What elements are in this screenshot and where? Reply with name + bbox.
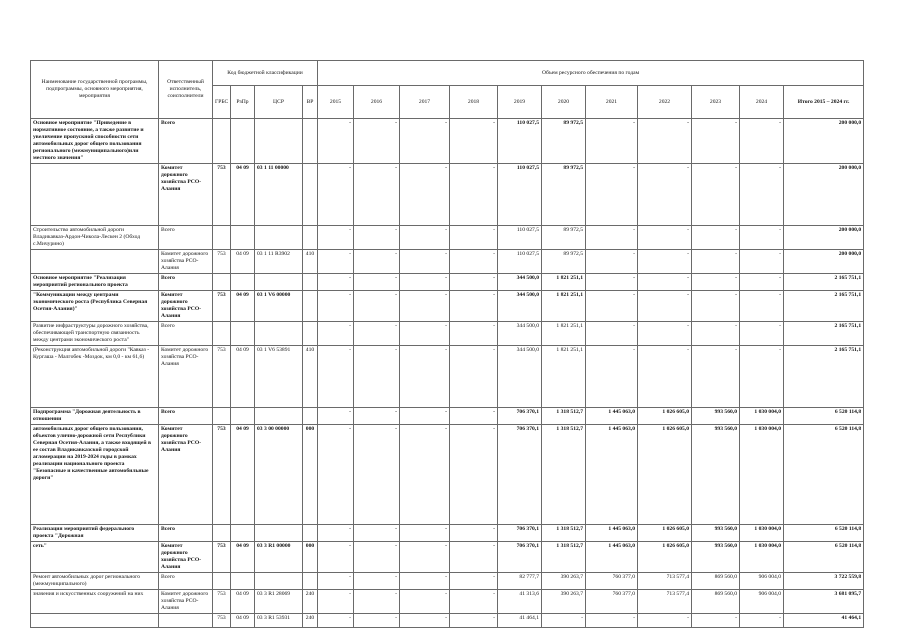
cell-year-value: - — [740, 614, 784, 628]
table-row — [31, 425, 864, 525]
cell-csr — [255, 525, 303, 542]
cell-year-value: 89 972,5 — [542, 119, 586, 164]
cell-responsible: Комитет дорожного хозяйства РСО-Алания — [159, 425, 213, 525]
cell-year-value: - — [638, 226, 692, 250]
cell-total: 2 165 751,1 — [784, 274, 864, 291]
table-row — [31, 291, 864, 322]
cell-year-value: - — [450, 346, 498, 408]
cell-responsible: Комитет дорожного хозяйства РСО-Алания — [159, 346, 213, 408]
cell-year-value: - — [692, 119, 740, 164]
cell-year-value: 1 318 512,7 — [542, 525, 586, 542]
cell-year-value: - — [400, 164, 450, 226]
cell-year-value: - — [450, 274, 498, 291]
cell-vr: 240 — [303, 614, 318, 628]
cell-year-value: - — [638, 274, 692, 291]
cell-year-value: - — [400, 250, 450, 274]
cell-grbs — [213, 119, 231, 164]
cell-year-value: 993 560,0 — [692, 525, 740, 542]
table-row — [31, 250, 864, 274]
col-vr-header: ВР — [303, 86, 318, 119]
cell-year-value: 344 500,0 — [498, 322, 542, 346]
cell-vr — [303, 322, 318, 346]
cell-year-value: - — [400, 542, 450, 573]
year-header: 2018 — [450, 86, 498, 119]
cell-rzpr — [231, 322, 255, 346]
cell-vr: 410 — [303, 346, 318, 408]
table-row — [31, 119, 864, 164]
cell-year-value: 110 027,5 — [498, 226, 542, 250]
cell-year-value: - — [740, 322, 784, 346]
cell-grbs — [213, 573, 231, 590]
cell-vr — [303, 525, 318, 542]
cell-total: 2 165 751,1 — [784, 291, 864, 322]
cell-rzpr — [231, 525, 255, 542]
cell-year-value: - — [354, 590, 400, 614]
cell-responsible: Всего — [159, 573, 213, 590]
cell-year-value: - — [400, 425, 450, 525]
cell-year-value: 1 445 063,0 — [586, 525, 638, 542]
cell-year-value: 713 577,4 — [638, 590, 692, 614]
cell-year-value: - — [354, 119, 400, 164]
cell-year-value: - — [318, 119, 354, 164]
cell-year-value: - — [638, 164, 692, 226]
table-row — [31, 542, 864, 573]
cell-rzpr: 04 09 — [231, 614, 255, 628]
cell-year-value: - — [400, 346, 450, 408]
cell-name — [31, 250, 159, 274]
cell-year-value: - — [450, 425, 498, 525]
cell-name: Подпрограмма "Дорожная деятельность в отношении — [31, 408, 159, 425]
cell-year-value: - — [318, 590, 354, 614]
cell-year-value: - — [740, 164, 784, 226]
cell-total: 41 464,1 — [784, 614, 864, 628]
cell-year-value: - — [586, 250, 638, 274]
cell-year-value: 110 027,5 — [498, 164, 542, 226]
cell-year-value: 1 821 251,1 — [542, 274, 586, 291]
cell-rzpr: 04 09 — [231, 164, 255, 226]
cell-year-value: 993 560,0 — [692, 425, 740, 525]
cell-year-value: 1 026 605,0 — [638, 408, 692, 425]
cell-year-value: - — [542, 614, 586, 628]
cell-total: 2 165 751,1 — [784, 346, 864, 408]
cell-year-value: 1 318 512,7 — [542, 425, 586, 525]
cell-responsible: Всего — [159, 119, 213, 164]
cell-vr — [303, 119, 318, 164]
cell-year-value: 1 030 004,0 — [740, 542, 784, 573]
cell-year-value: 706 370,1 — [498, 542, 542, 573]
cell-year-value: 1 026 605,0 — [638, 425, 692, 525]
cell-grbs — [213, 408, 231, 425]
cell-csr: 03 1 11 R3902 — [255, 250, 303, 274]
cell-year-value: 1 821 251,1 — [542, 291, 586, 322]
cell-grbs — [213, 226, 231, 250]
cell-vr — [303, 226, 318, 250]
cell-rzpr: 04 09 — [231, 291, 255, 322]
year-header: 2017 — [400, 86, 450, 119]
cell-csr: 03 3 R1 00000 — [255, 542, 303, 573]
cell-name — [31, 164, 159, 226]
cell-year-value: - — [586, 322, 638, 346]
cell-rzpr — [231, 573, 255, 590]
cell-year-value: - — [354, 322, 400, 346]
cell-year-value: - — [318, 408, 354, 425]
year-header: 2023 — [692, 86, 740, 119]
table-row — [31, 226, 864, 250]
cell-year-value: - — [450, 542, 498, 573]
cell-year-value: 89 972,5 — [542, 250, 586, 274]
cell-year-value: 110 027,5 — [498, 250, 542, 274]
cell-rzpr: 04 09 — [231, 590, 255, 614]
cell-name: значения и искусственных сооружений на них — [31, 590, 159, 614]
table-row — [31, 274, 864, 291]
cell-year-value: - — [586, 164, 638, 226]
cell-year-value: - — [450, 291, 498, 322]
col-name-header: Наименование государственной программы, подпрограммы, основного мероприятия, мероприятия — [31, 61, 159, 119]
table-row — [31, 408, 864, 425]
cell-year-value: - — [638, 250, 692, 274]
cell-year-value: 1 026 605,0 — [638, 525, 692, 542]
cell-grbs: 753 — [213, 614, 231, 628]
col-code-group-header: Код бюджетной классификации — [213, 61, 318, 86]
cell-name: (Реконструкция автомобильной дороги "Кавказ - Кургаша - Малгобек -Моздок, км 0,0 - км 61,6) — [31, 346, 159, 408]
cell-grbs: 753 — [213, 542, 231, 573]
year-header: 2019 — [498, 86, 542, 119]
cell-year-value: - — [450, 164, 498, 226]
cell-total: 3 681 095,7 — [784, 590, 864, 614]
table-row — [31, 590, 864, 614]
cell-responsible: Комитет дорожного хозяйства РСО-Алания — [159, 590, 213, 614]
cell-grbs — [213, 525, 231, 542]
cell-csr — [255, 408, 303, 425]
cell-year-value: - — [450, 408, 498, 425]
cell-year-value: 1 030 004,0 — [740, 425, 784, 525]
cell-total: 200 000,0 — [784, 119, 864, 164]
cell-year-value: - — [692, 250, 740, 274]
cell-rzpr — [231, 119, 255, 164]
cell-year-value: - — [586, 119, 638, 164]
year-header: 2016 — [354, 86, 400, 119]
cell-year-value: 906 004,0 — [740, 573, 784, 590]
cell-name: автомобильных дорог общего пользования, объектов улично-дорожной сети Республики Северная Осетия-Алания, а также входящей в ее состав Владикавказской городской агломерации на 2019-2024 годы в рамках реализации национального проекта "Безопасные и качественные автомобильные дороги" — [31, 425, 159, 525]
cell-year-value: - — [400, 590, 450, 614]
table-body — [31, 119, 864, 628]
cell-year-value: - — [318, 525, 354, 542]
cell-grbs: 753 — [213, 291, 231, 322]
cell-year-value: - — [400, 226, 450, 250]
cell-year-value: 1 318 512,7 — [542, 542, 586, 573]
cell-vr — [303, 164, 318, 226]
cell-year-value: 1 445 063,0 — [586, 425, 638, 525]
cell-grbs: 753 — [213, 164, 231, 226]
cell-csr: 03 3 R1 53931 — [255, 614, 303, 628]
cell-year-value: - — [740, 250, 784, 274]
cell-year-value: - — [354, 164, 400, 226]
cell-year-value: - — [638, 346, 692, 408]
cell-year-value: - — [740, 274, 784, 291]
cell-name: сеть" — [31, 542, 159, 573]
cell-csr — [255, 322, 303, 346]
col-grbs-header: ГРБС — [213, 86, 231, 119]
cell-year-value: 89 972,5 — [542, 226, 586, 250]
cell-year-value: - — [354, 425, 400, 525]
cell-year-value: 82 777,7 — [498, 573, 542, 590]
cell-year-value: - — [692, 164, 740, 226]
cell-csr — [255, 274, 303, 291]
col-csr-header: ЦСР — [255, 86, 303, 119]
cell-year-value: - — [354, 226, 400, 250]
cell-year-value: 344 500,0 — [498, 346, 542, 408]
cell-year-value: - — [692, 322, 740, 346]
table-row — [31, 164, 864, 226]
cell-total: 200 000,0 — [784, 226, 864, 250]
cell-responsible — [159, 614, 213, 628]
cell-year-value: 706 370,1 — [498, 408, 542, 425]
cell-rzpr: 04 09 — [231, 542, 255, 573]
cell-year-value: - — [692, 291, 740, 322]
cell-year-value: - — [318, 250, 354, 274]
cell-year-value: 1 821 251,1 — [542, 346, 586, 408]
cell-year-value: 41 313,6 — [498, 590, 542, 614]
cell-year-value: - — [354, 525, 400, 542]
cell-vr: 000 — [303, 425, 318, 525]
cell-year-value: - — [318, 346, 354, 408]
cell-year-value: 993 560,0 — [692, 408, 740, 425]
cell-year-value: 110 027,5 — [498, 119, 542, 164]
cell-year-value: - — [354, 250, 400, 274]
cell-csr: 03 1 V6 00000 — [255, 291, 303, 322]
cell-vr — [303, 408, 318, 425]
cell-year-value: - — [692, 614, 740, 628]
cell-grbs: 753 — [213, 425, 231, 525]
cell-year-value: 1 318 512,7 — [542, 408, 586, 425]
cell-name: Строительство автомобильной дороги Владикавказ-Ардон-Чикола-Лескен 2 (Обход с.Мичурино) — [31, 226, 159, 250]
cell-year-value: - — [586, 614, 638, 628]
col-rzpr-header: РзПр — [231, 86, 255, 119]
cell-total: 6 520 114,8 — [784, 408, 864, 425]
table-row — [31, 525, 864, 542]
cell-total: 3 722 559,8 — [784, 573, 864, 590]
cell-rzpr: 04 09 — [231, 250, 255, 274]
cell-name: Основное мероприятие "Реализация мероприятий регионального проекта — [31, 274, 159, 291]
cell-responsible: Всего — [159, 226, 213, 250]
cell-vr: 240 — [303, 590, 318, 614]
cell-year-value: 390 263,7 — [542, 590, 586, 614]
cell-year-value: - — [400, 119, 450, 164]
cell-year-value: - — [354, 346, 400, 408]
cell-total: 6 520 114,8 — [784, 525, 864, 542]
cell-year-value: - — [638, 322, 692, 346]
cell-csr — [255, 226, 303, 250]
cell-responsible: Комитет дорожного хозяйства РСО-Алания — [159, 542, 213, 573]
cell-grbs — [213, 322, 231, 346]
cell-responsible: Комитет дорожного хозяйства РСО-Алания — [159, 250, 213, 274]
cell-year-value: - — [740, 291, 784, 322]
cell-responsible: Всего — [159, 525, 213, 542]
cell-year-value: 1 030 004,0 — [740, 408, 784, 425]
cell-year-value: 1 821 251,1 — [542, 322, 586, 346]
cell-vr: 000 — [303, 542, 318, 573]
year-header: 2015 — [318, 86, 354, 119]
cell-responsible: Всего — [159, 408, 213, 425]
cell-year-value: 706 370,1 — [498, 425, 542, 525]
col-resp-header: Ответственный исполнитель, соисполнители — [159, 61, 213, 119]
col-total-header: Итого 2015 – 2024 гг. — [784, 86, 864, 119]
cell-year-value: - — [638, 291, 692, 322]
cell-year-value: - — [400, 291, 450, 322]
cell-csr: 03 1 11 00000 — [255, 164, 303, 226]
cell-year-value: - — [450, 119, 498, 164]
cell-year-value: 993 560,0 — [692, 542, 740, 573]
cell-year-value: 344 500,0 — [498, 274, 542, 291]
cell-responsible: Комитет дорожного хозяйства РСО-Алания — [159, 291, 213, 322]
cell-year-value: - — [400, 614, 450, 628]
cell-year-value: - — [318, 614, 354, 628]
cell-year-value: 41 464,1 — [498, 614, 542, 628]
cell-name: Ремонт автомобильных дорог регионального (межмуниципального) — [31, 573, 159, 590]
cell-csr — [255, 573, 303, 590]
cell-year-value: - — [450, 590, 498, 614]
cell-year-value: - — [692, 274, 740, 291]
cell-year-value: - — [740, 346, 784, 408]
cell-name: Основное мероприятие "Приведение в нормативное состояние, а также развитие и увеличение пропускной способности сети автомобильных дорог общего пользования регионального (межмуниципального)или местного значения" — [31, 119, 159, 164]
cell-responsible: Комитет дорожного хозяйства РСО-Алания — [159, 164, 213, 226]
cell-responsible: Всего — [159, 274, 213, 291]
cell-year-value: - — [740, 119, 784, 164]
cell-responsible: Всего — [159, 322, 213, 346]
cell-year-value: - — [586, 226, 638, 250]
cell-year-value: - — [354, 408, 400, 425]
cell-year-value: - — [586, 291, 638, 322]
cell-rzpr: 04 09 — [231, 346, 255, 408]
cell-year-value: - — [354, 542, 400, 573]
cell-csr: 03 3 00 00000 — [255, 425, 303, 525]
cell-grbs: 753 — [213, 346, 231, 408]
year-header: 2020 — [542, 86, 586, 119]
cell-grbs: 753 — [213, 590, 231, 614]
cell-name: Реализация мероприятий федерального проекта "Дорожная — [31, 525, 159, 542]
cell-year-value: 869 560,0 — [692, 590, 740, 614]
year-header: 2022 — [638, 86, 692, 119]
cell-year-value: - — [400, 573, 450, 590]
cell-year-value: - — [400, 322, 450, 346]
cell-csr: 03 1 V6 53891 — [255, 346, 303, 408]
cell-year-value: 1 026 605,0 — [638, 542, 692, 573]
cell-vr — [303, 573, 318, 590]
cell-year-value: - — [692, 226, 740, 250]
cell-year-value: - — [354, 274, 400, 291]
cell-year-value: - — [692, 346, 740, 408]
cell-year-value: - — [586, 346, 638, 408]
cell-year-value: - — [318, 322, 354, 346]
cell-year-value: - — [318, 291, 354, 322]
table-row — [31, 614, 864, 628]
cell-year-value: - — [318, 164, 354, 226]
cell-year-value: - — [586, 274, 638, 291]
cell-year-value: - — [450, 322, 498, 346]
cell-year-value: - — [318, 274, 354, 291]
cell-grbs: 753 — [213, 250, 231, 274]
cell-total: 6 520 114,8 — [784, 542, 864, 573]
cell-year-value: 1 445 063,0 — [586, 408, 638, 425]
cell-year-value: - — [740, 226, 784, 250]
cell-year-value: - — [318, 542, 354, 573]
cell-year-value: 706 370,1 — [498, 525, 542, 542]
cell-year-value: 760 377,0 — [586, 590, 638, 614]
cell-rzpr: 04 09 — [231, 425, 255, 525]
cell-year-value: 760 377,0 — [586, 573, 638, 590]
cell-vr: 410 — [303, 250, 318, 274]
cell-year-value: 390 263,7 — [542, 573, 586, 590]
cell-total: 6 520 114,8 — [784, 425, 864, 525]
cell-csr: 03 3 R1 28069 — [255, 590, 303, 614]
cell-rzpr — [231, 226, 255, 250]
cell-year-value: 713 577,4 — [638, 573, 692, 590]
year-header: 2024 — [740, 86, 784, 119]
cell-total: 200 000,0 — [784, 250, 864, 274]
cell-year-value: 1 445 063,0 — [586, 542, 638, 573]
cell-year-value: - — [400, 408, 450, 425]
budget-table — [30, 60, 864, 628]
col-volume-group-header: Объем ресурсного обеспечения по годам — [318, 61, 864, 86]
cell-year-value: 89 972,5 — [542, 164, 586, 226]
cell-year-value: - — [400, 274, 450, 291]
cell-year-value: - — [450, 525, 498, 542]
cell-year-value: - — [354, 291, 400, 322]
cell-name — [31, 614, 159, 628]
cell-csr — [255, 119, 303, 164]
cell-grbs — [213, 274, 231, 291]
table-row — [31, 322, 864, 346]
cell-year-value: - — [318, 425, 354, 525]
cell-vr — [303, 291, 318, 322]
cell-total: 2 165 751,1 — [784, 322, 864, 346]
cell-year-value: - — [450, 614, 498, 628]
cell-year-value: - — [318, 573, 354, 590]
cell-name: "Коммуникации между центрами экономического роста (Республика Северная Осетия-Алания)" — [31, 291, 159, 322]
cell-year-value: - — [450, 573, 498, 590]
cell-vr — [303, 274, 318, 291]
year-header: 2021 — [586, 86, 638, 119]
cell-rzpr — [231, 408, 255, 425]
cell-year-value: 1 030 004,0 — [740, 525, 784, 542]
cell-year-value: - — [638, 119, 692, 164]
cell-year-value: - — [638, 614, 692, 628]
cell-rzpr — [231, 274, 255, 291]
table-row — [31, 573, 864, 590]
cell-name: Развитие инфраструктуры дорожного хозяйства, обеспечивающей транспортную связанность между центрами экономического роста" — [31, 322, 159, 346]
cell-year-value: - — [354, 573, 400, 590]
cell-total: 200 000,0 — [784, 164, 864, 226]
cell-year-value: 344 500,0 — [498, 291, 542, 322]
budget-table-sheet — [30, 60, 863, 628]
cell-year-value: - — [450, 250, 498, 274]
cell-year-value: - — [400, 525, 450, 542]
table-row — [31, 346, 864, 408]
cell-year-value: - — [450, 226, 498, 250]
cell-year-value: 869 560,0 — [692, 573, 740, 590]
cell-year-value: - — [318, 226, 354, 250]
cell-year-value: - — [354, 614, 400, 628]
cell-year-value: 906 004,0 — [740, 590, 784, 614]
